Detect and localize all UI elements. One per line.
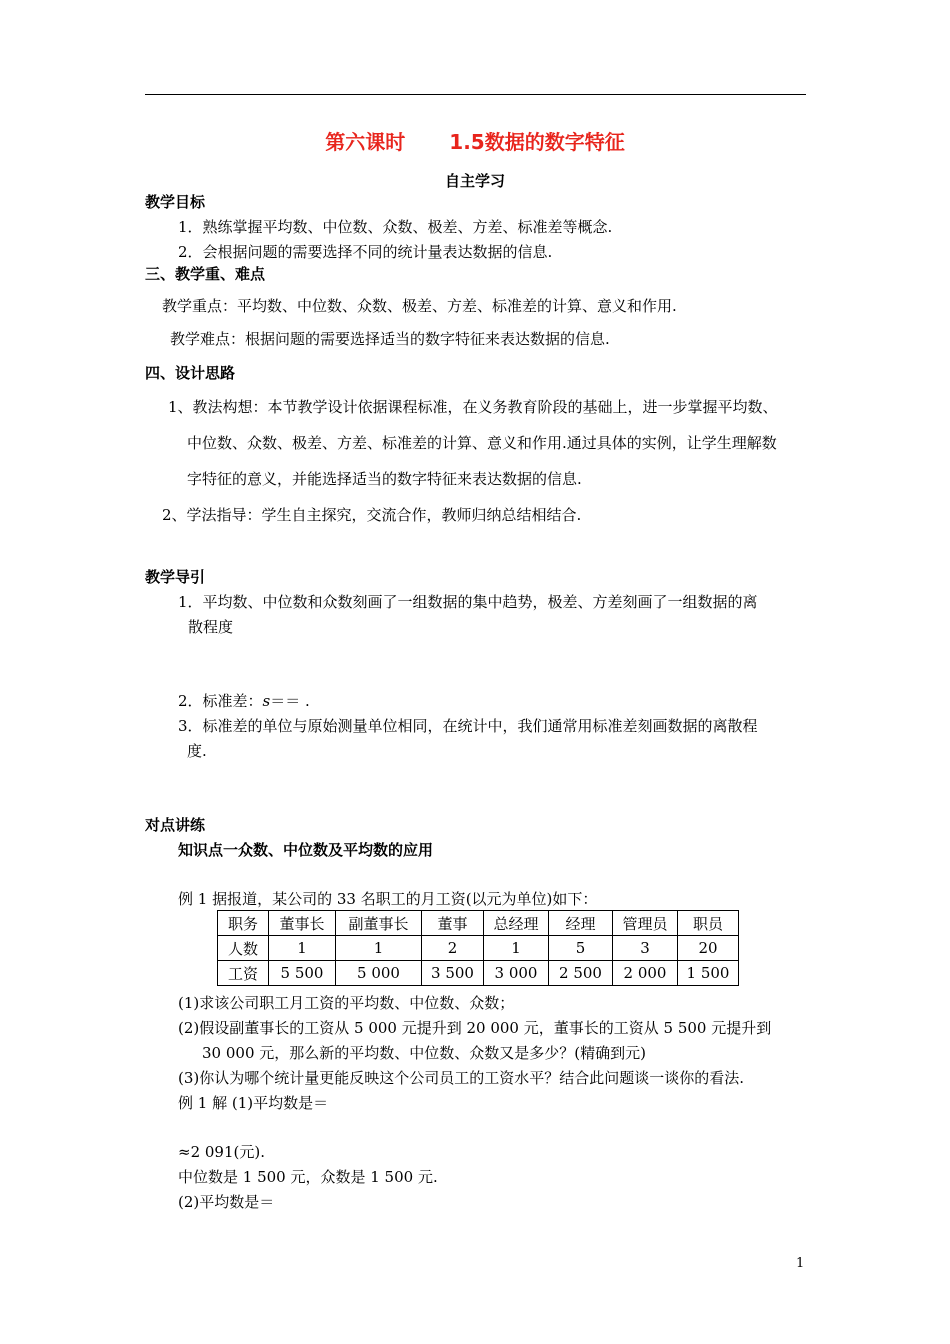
table-cell: 董事 (422, 911, 484, 936)
table-cell: 人数 (218, 936, 269, 961)
title-lesson: 第六课时 (325, 130, 406, 154)
design-heading: 四、设计思路 (145, 364, 236, 382)
table-row (218, 961, 739, 986)
table-cell: 1 (269, 936, 336, 961)
table-cell: 管理员 (613, 911, 678, 936)
table-cell: 2 500 (549, 961, 613, 986)
table-cell: 工资 (218, 961, 269, 986)
table-cell: 副董事长 (336, 911, 422, 936)
guide-item2-prefix: 2．标准差： (178, 692, 263, 710)
table-cell: 职务 (218, 911, 269, 936)
table-cell: 20 (678, 936, 739, 961)
table-cell: 3 000 (484, 961, 549, 986)
guide-item3-line2: 度. (187, 742, 207, 760)
design-item2: 2、学法指导：学生自主探究，交流合作，教师归纳总结相结合. (162, 506, 582, 524)
design-item1-line2: 中位数、众数、极差、方差、标准差的计算、意义和作用.通过具体的实例，让学生理解数 (187, 434, 777, 452)
guide-item1-line2: 散程度 (188, 618, 234, 636)
table-cell: 董事长 (269, 911, 336, 936)
table-cell: 5 000 (336, 961, 422, 986)
table-cell: 总经理 (484, 911, 549, 936)
table-cell: 3 500 (422, 961, 484, 986)
table-cell: 经理 (549, 911, 613, 936)
table-cell: 2 (422, 936, 484, 961)
question-1: (1)求该公司职工月工资的平均数、中位数、众数； (178, 994, 515, 1012)
knowledge-point-title: 知识点一众数、中位数及平均数的应用 (178, 841, 434, 859)
goals-heading: 教学目标 (145, 193, 206, 211)
guide-item3-line1: 3．标准差的单位与原始测量单位相同，在统计中，我们通常用标准差刻画数据的离散程 (178, 717, 758, 735)
table-row (218, 911, 739, 936)
goal-item-2: 2．会根据问题的需要选择不同的统计量表达数据的信息. (178, 243, 553, 261)
table-cell: 职员 (678, 911, 739, 936)
guide-item2-suffix: ＝＝ . (270, 692, 310, 710)
goal-item-1: 1．熟练掌握平均数、中位数、众数、极差、方差、标准差等概念. (178, 218, 613, 236)
title-topic: 1.5数据的数字特征 (449, 130, 625, 154)
table-cell: 3 (613, 936, 678, 961)
difficulty-text: 教学难点：根据问题的需要选择适当的数字特征来表达数据的信息. (170, 330, 610, 348)
question-3: (3)你认为哪个统计量更能反映这个公司员工的工资水平？结合此问题谈一谈你的看法. (178, 1069, 745, 1087)
question-2-line2: 30 000 元，那么新的平均数、中位数、众数又是多少？(精确到元) (202, 1044, 646, 1062)
design-item1-line3: 字特征的意义，并能选择适当的数字特征来表达数据的信息. (187, 470, 582, 488)
salary-table (217, 910, 739, 986)
table-cell: 5 (549, 936, 613, 961)
example-intro: 例 1 据报道，某公司的 33 名职工的月工资(以元为单位)如下： (178, 890, 598, 908)
design-item1-line1: 1、教法构想：本节教学设计依据课程标准，在义务教育阶段的基础上，进一步掌握平均数、 (168, 398, 778, 416)
solution-line-4: (2)平均数是＝ (178, 1193, 275, 1211)
table-cell: 1 500 (678, 961, 739, 986)
table-cell: 1 (336, 936, 422, 961)
table-cell: 1 (484, 936, 549, 961)
page-title (0, 126, 950, 155)
solution-line-1: 例 1 解 (1)平均数是＝ (178, 1094, 329, 1112)
key-points-heading: 三、教学重、难点 (145, 265, 266, 283)
solution-line-2: ≈2 091(元). (178, 1143, 265, 1161)
guide-item2 (178, 691, 310, 711)
table-row (218, 936, 739, 961)
solution-line-3: 中位数是 1 500 元，众数是 1 500 元. (178, 1168, 438, 1186)
question-2-line1: (2)假设副董事长的工资从 5 000 元提升到 20 000 元，董事长的工资从 5 500 元提升到 (178, 1019, 772, 1037)
page-number: 1 (796, 1256, 805, 1271)
key-point-text: 教学重点：平均数、中位数、众数、极差、方差、标准差的计算、意义和作用. (162, 297, 677, 315)
header-rule (145, 94, 806, 95)
table-cell: 5 500 (269, 961, 336, 986)
page-subtitle: 自主学习 (444, 172, 505, 190)
practice-heading: 对点讲练 (145, 816, 206, 834)
guide-item1-line1: 1．平均数、中位数和众数刻画了一组数据的集中趋势，极差、方差刻画了一组数据的离 (178, 593, 758, 611)
std-dev-symbol: s (262, 692, 271, 710)
table-cell: 2 000 (613, 961, 678, 986)
guide-heading: 教学导引 (145, 568, 206, 586)
